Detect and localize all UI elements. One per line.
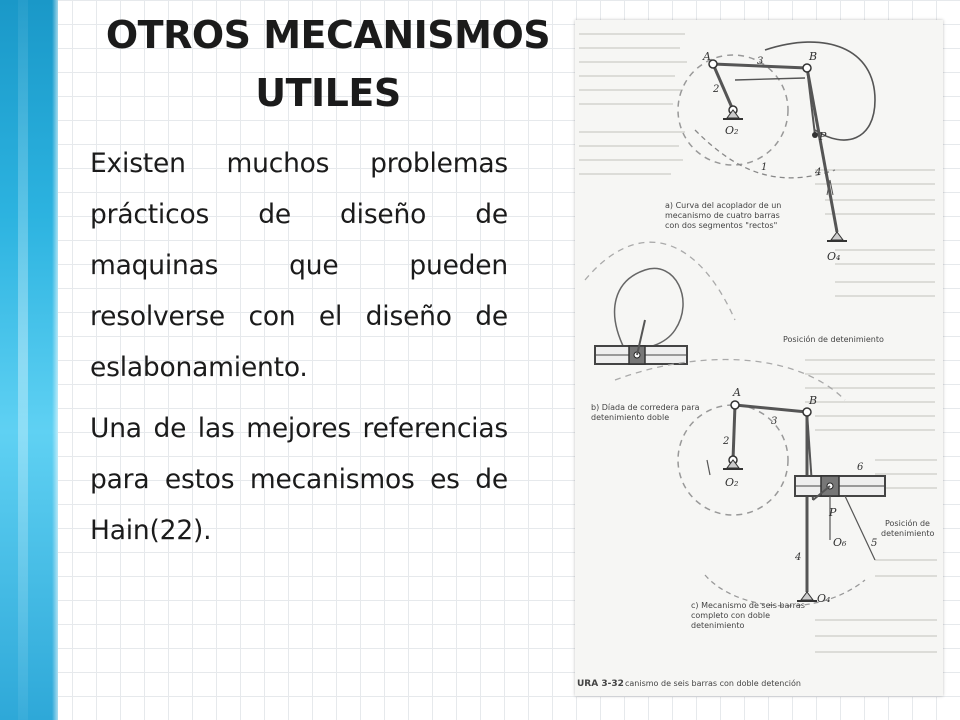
label-p-bottom: P xyxy=(829,506,837,519)
label-o6: O₆ xyxy=(833,536,847,549)
label-a-top: A xyxy=(703,50,711,63)
paragraph-2: Una de las mejores referencias para estos mecanismos es de Hain(22). xyxy=(90,413,508,546)
caption-a-line2: mecanismo de cuatro barras xyxy=(665,211,780,220)
label-b-top: B xyxy=(809,50,818,63)
slide-title xyxy=(78,6,578,122)
six-bar-linkage-c xyxy=(615,360,885,606)
label-1-top: 1 xyxy=(761,162,768,173)
label-o2-bottom: O₂ xyxy=(725,476,739,489)
label-3-bottom: 3 xyxy=(771,416,778,427)
label-4-bottom: 4 xyxy=(795,552,802,563)
label-p-top: P xyxy=(819,130,827,143)
caption-a-line1: a) Curva del acoplador de un xyxy=(665,201,782,210)
dwell-label-side-line2: detenimiento xyxy=(881,529,935,538)
figure-caption: canismo de seis barras con doble detención xyxy=(625,679,801,688)
label-4-top: 4 xyxy=(815,167,822,178)
side-accent-bar xyxy=(0,0,58,720)
label-o4-bottom: O₄ xyxy=(817,592,831,605)
dwell-label-top: Posición de detenimiento xyxy=(783,335,884,344)
mechanism-diagram xyxy=(575,20,943,696)
side-bar-highlight xyxy=(18,0,28,720)
slider-dyad-b xyxy=(585,242,735,364)
mechanism-figure xyxy=(575,20,943,696)
label-b-bottom: B xyxy=(809,394,818,407)
label-3-top: 3 xyxy=(757,56,764,67)
caption-c-line2: completo con doble xyxy=(691,611,770,620)
label-6: 6 xyxy=(857,462,864,473)
caption-c-line3: detenimiento xyxy=(691,621,745,630)
label-2-top: 2 xyxy=(713,84,720,95)
slide-title-line2: UTILES xyxy=(255,71,401,115)
label-2-bottom: 2 xyxy=(723,436,730,447)
dwell-label-side-line1: Posición de xyxy=(885,519,930,528)
label-a-bottom: A xyxy=(733,386,741,399)
slide-body xyxy=(90,138,508,566)
label-o4-top: O₄ xyxy=(827,250,841,263)
caption-a-line3: con dos segmentos "rectos" xyxy=(665,221,778,230)
paragraph-1: Existen muchos problemas prácticos de diseño de maquinas que pueden resolverse con el diseño de eslabonamiento. xyxy=(90,148,508,383)
caption-c-line1: c) Mecanismo de seis barras xyxy=(691,601,805,610)
label-5: 5 xyxy=(871,538,878,549)
label-o2-top: O₂ xyxy=(725,124,739,137)
slide-title-line1: OTROS MECANISMOS xyxy=(105,13,551,57)
figure-number: URA 3-32 xyxy=(577,679,624,689)
caption-b-line2: detenimiento doble xyxy=(591,413,670,422)
caption-b-line1: b) Díada de corredera para xyxy=(591,403,700,412)
